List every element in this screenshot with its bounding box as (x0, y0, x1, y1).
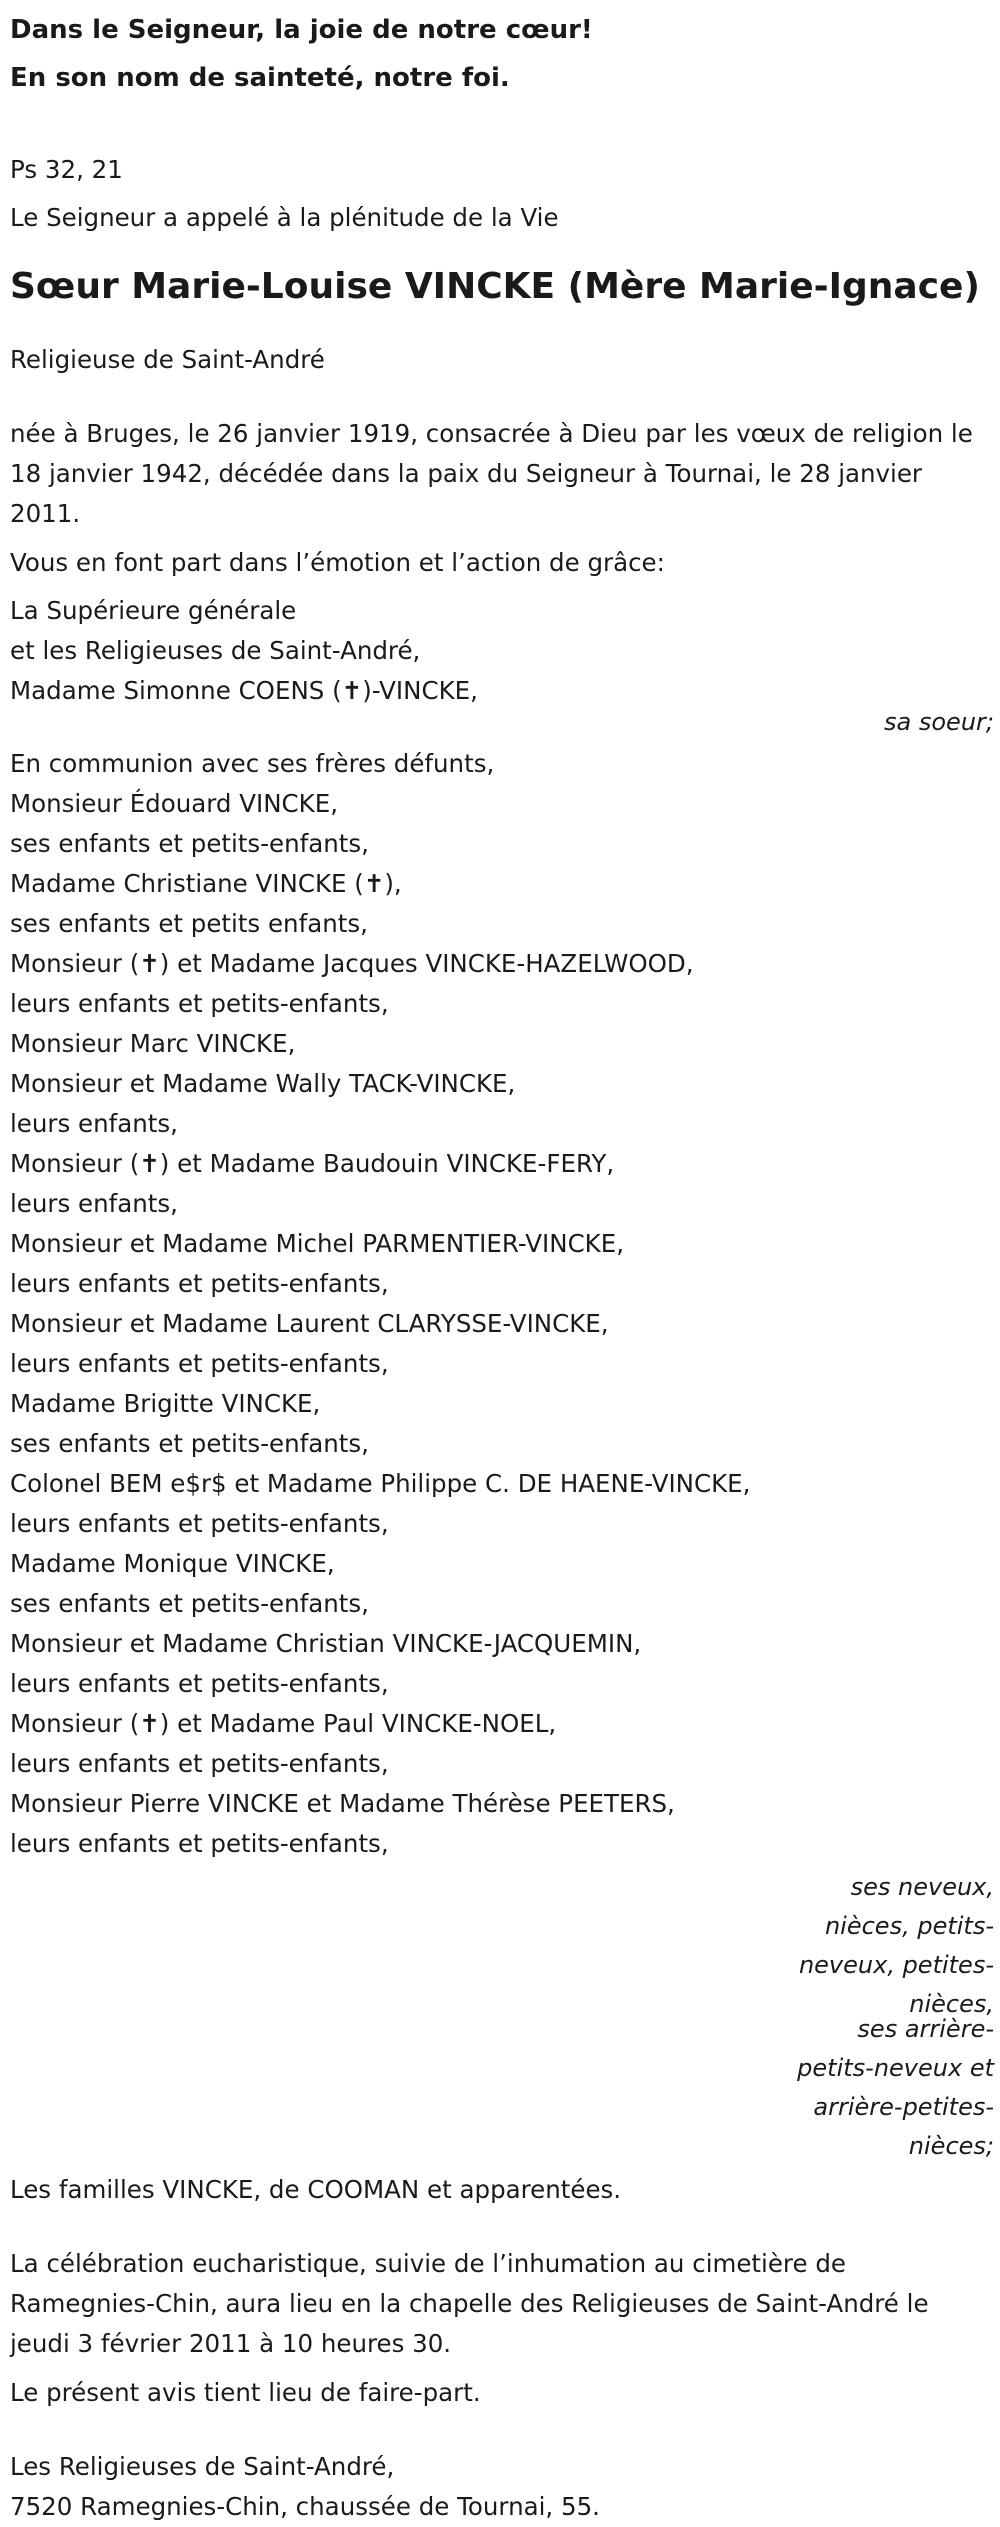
header-quote (0, 6, 1000, 102)
family-line: Monsieur Marc VINCKE, (10, 1029, 296, 1058)
family-line: Madame Christiane VINCKE (✝), (10, 869, 402, 898)
family-line: Monsieur et Madame Michel PARMENTIER-VINCKE, (10, 1229, 625, 1258)
family-line: leurs enfants et petits-enfants, (10, 989, 389, 1018)
biography: née à Bruges, le 26 janvier 1919, consacrée à Dieu par les vœux de religion le 18 janvier 1942, décédée dans la paix du Seigneur à Tournai, le 28 janvier 2011. (10, 419, 973, 528)
family-line: Colonel BEM e$r$ et Madame Philippe C. DE HAENE-VINCKE, (10, 1469, 751, 1498)
family-line: leurs enfants et petits-enfants, (10, 1509, 389, 1538)
family-line: La Supérieure générale (10, 596, 297, 625)
family-line: Monsieur (✝) et Madame Paul VINCKE-NOEL, (10, 1709, 557, 1738)
family-line: ses enfants et petits-enfants, (10, 1589, 369, 1618)
family-list-b (0, 744, 1000, 1864)
family-line: ses enfants et petits enfants, (10, 909, 368, 938)
header-line-1: Dans le Seigneur, la joie de notre cœur! (10, 15, 593, 45)
family-line: Madame Simonne COENS (✝)-VINCKE, (10, 676, 478, 705)
family-line: leurs enfants et petits-enfants, (10, 1349, 389, 1378)
family-line: ses enfants et petits-enfants, (10, 829, 369, 858)
address-line: Les Religieuses de Saint-André, (10, 2452, 395, 2481)
family-line: leurs enfants et petits-enfants, (10, 1269, 389, 1298)
relation-sister: sa soeur; (884, 708, 994, 736)
psalm-reference: Ps 32, 21 (10, 155, 123, 184)
family-line: leurs enfants et petits-enfants, (10, 1669, 389, 1698)
family-line: Monsieur (✝) et Madame Jacques VINCKE-HAZELWOOD, (10, 949, 694, 978)
family-line: Monsieur et Madame Christian VINCKE-JACQUEMIN, (10, 1629, 642, 1658)
psalm-text: Le Seigneur a appelé à la plénitude de la Vie (10, 203, 559, 232)
family-line: leurs enfants, (10, 1189, 178, 1218)
family-line: Monsieur Édouard VINCKE, (10, 789, 338, 818)
family-line: Madame Monique VINCKE, (10, 1549, 335, 1578)
address-line: 7520 Ramegnies-Chin, chaussée de Tournai, 55. (10, 2492, 600, 2521)
notice-line: Le présent avis tient lieu de faire-part. (10, 2378, 481, 2407)
relation-great-nephews-block (794, 2010, 994, 2166)
family-list-a (0, 591, 1000, 711)
relation-nephews: ses neveux, nièces, petits-neveux, petites-nièces, (798, 1873, 994, 2018)
families-line: Les familles VINCKE, de COOMAN et apparentées. (10, 2175, 622, 2204)
ceremony-details: La célébration eucharistique, suivie de l’inhumation au cimetière de Ramegnies-Chin, aura lieu en la chapelle des Religieuses de Saint-André le jeudi 3 février 2011 à 10 heures 30. (10, 2249, 929, 2358)
family-line: leurs enfants, (10, 1109, 178, 1138)
family-line: Madame Brigitte VINCKE, (10, 1389, 321, 1418)
family-line: Monsieur et Madame Laurent CLARYSSE-VINCKE, (10, 1309, 609, 1338)
family-line: En communion avec ses frères défunts, (10, 749, 495, 778)
deceased-name: Sœur Marie-Louise VINCKE (Mère Marie-Ignace) (10, 266, 980, 307)
deceased-title: Religieuse de Saint-André (10, 345, 325, 374)
family-line: Monsieur Pierre VINCKE et Madame Thérèse PEETERS, (10, 1789, 675, 1818)
family-line: leurs enfants et petits-enfants, (10, 1829, 389, 1858)
relation-great-nephews: ses arrière-petits-neveux et arrière-petites-nièces; (797, 2015, 994, 2160)
announcement: Vous en font part dans l’émotion et l’action de grâce: (10, 548, 665, 577)
header-line-2: En son nom de sainteté, notre foi. (10, 63, 510, 93)
family-line: Monsieur (✝) et Madame Baudouin VINCKE-FERY, (10, 1149, 615, 1178)
family-line: et les Religieuses de Saint-André, (10, 636, 421, 665)
family-line: ses enfants et petits-enfants, (10, 1429, 369, 1458)
address-block (0, 2447, 1000, 2527)
relation-nephews-block (794, 1868, 994, 2024)
family-line: leurs enfants et petits-enfants, (10, 1749, 389, 1778)
family-line: Monsieur et Madame Wally TACK-VINCKE, (10, 1069, 516, 1098)
